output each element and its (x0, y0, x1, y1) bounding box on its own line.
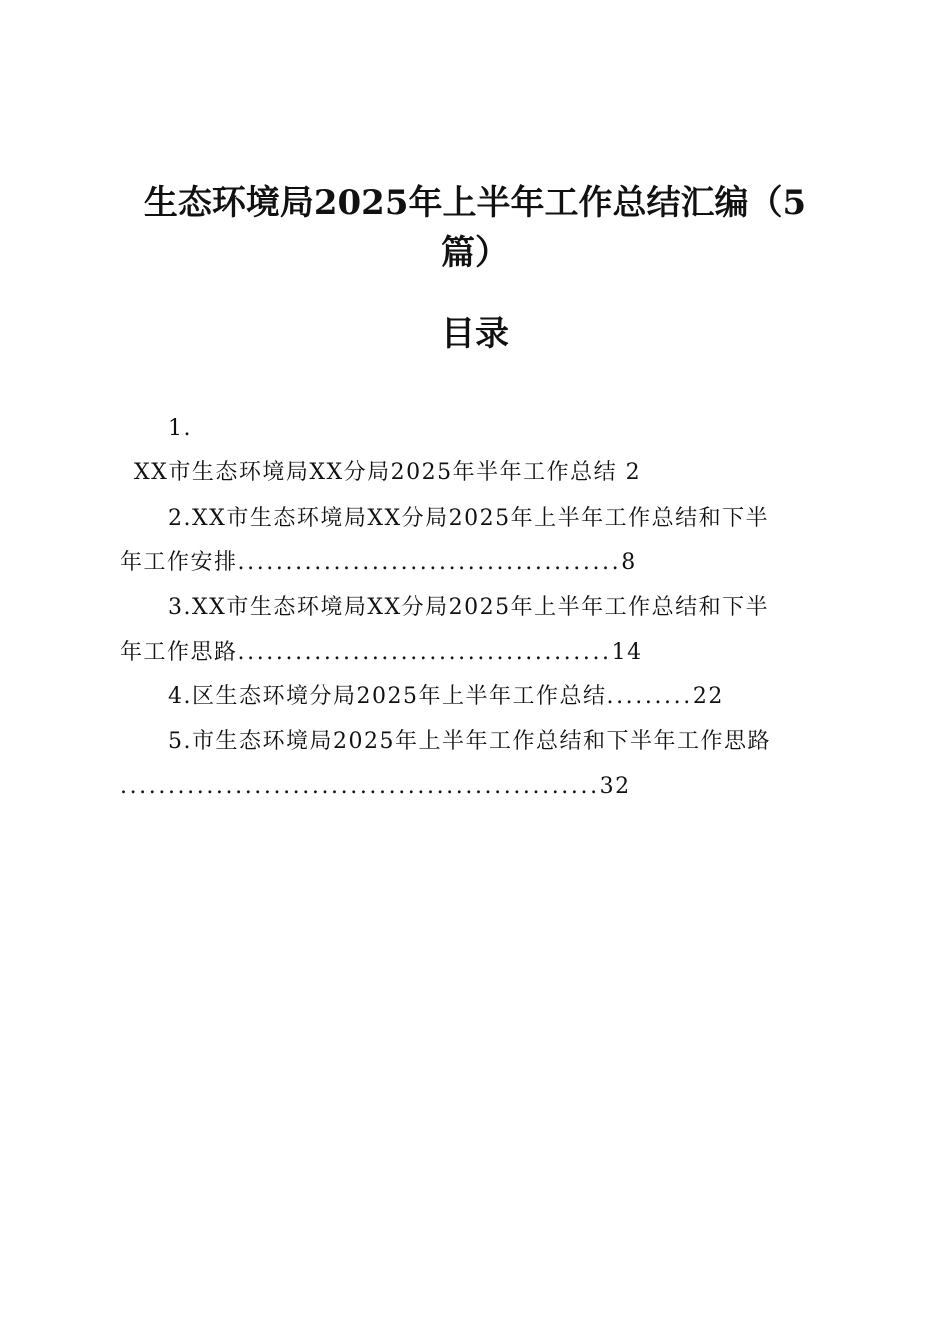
toc-entry-1-number[interactable]: 1. (168, 416, 192, 441)
document-title (118, 178, 832, 278)
toc-entry-1-title: XX市生态环境局XX分局2025年半年工作总结 (134, 460, 618, 485)
toc-entry-3-line-1[interactable] (168, 593, 769, 623)
toc-entry-4-number: 4. (168, 684, 192, 709)
toc-entry-3-title-line-1: XX市生态环境局XX分局2025年上半年工作总结和下半 (192, 595, 770, 620)
toc-entry-5-number: 5. (168, 729, 192, 754)
toc-entry-4-page: 22 (692, 684, 724, 709)
toc-entry-2-line-2[interactable] (120, 548, 637, 578)
toc-entry-3-line-2[interactable] (120, 638, 643, 668)
toc-entry-5-page: 32 (599, 774, 631, 799)
toc-entry-3-title-line-2: 年工作思路 (120, 640, 238, 665)
toc-entry-4[interactable] (168, 682, 724, 712)
toc-entry-5-title: 市生态环境局2025年上半年工作总结和下半年工作思路 (192, 729, 771, 754)
toc-entry-2-line-1[interactable] (168, 504, 769, 534)
toc-entry-2-page: 8 (621, 550, 637, 575)
toc-entry-2-title-line-2: 年工作安排 (120, 550, 238, 575)
toc-entry-3-leader: ....................................... (237, 640, 612, 665)
toc-entry-3-number: 3. (168, 595, 192, 620)
document-title-line-2: 篇） (441, 233, 509, 273)
toc-entry-4-title: 区生态环境分局2025年上半年工作总结 (192, 684, 607, 709)
toc-entry-4-leader: ......... (606, 684, 693, 709)
toc-entry-5-line-2[interactable] (120, 772, 631, 802)
toc-entry-1[interactable] (134, 458, 641, 488)
toc-entry-2-number: 2. (168, 506, 192, 531)
toc-heading: 目录 (441, 314, 509, 354)
toc-entry-5-line-1[interactable] (168, 727, 771, 757)
document-title-line-1: 生态环境局2025年上半年工作总结汇编（5 (143, 183, 807, 223)
toc-entry-5-leader: .................................................. (120, 774, 600, 799)
toc-entry-2-title-line-1: XX市生态环境局XX分局2025年上半年工作总结和下半 (192, 506, 770, 531)
toc-entry-3-page: 14 (611, 640, 643, 665)
toc-entry-1-page: 2 (625, 460, 642, 485)
toc-entry-2-leader: ........................................ (237, 550, 622, 575)
